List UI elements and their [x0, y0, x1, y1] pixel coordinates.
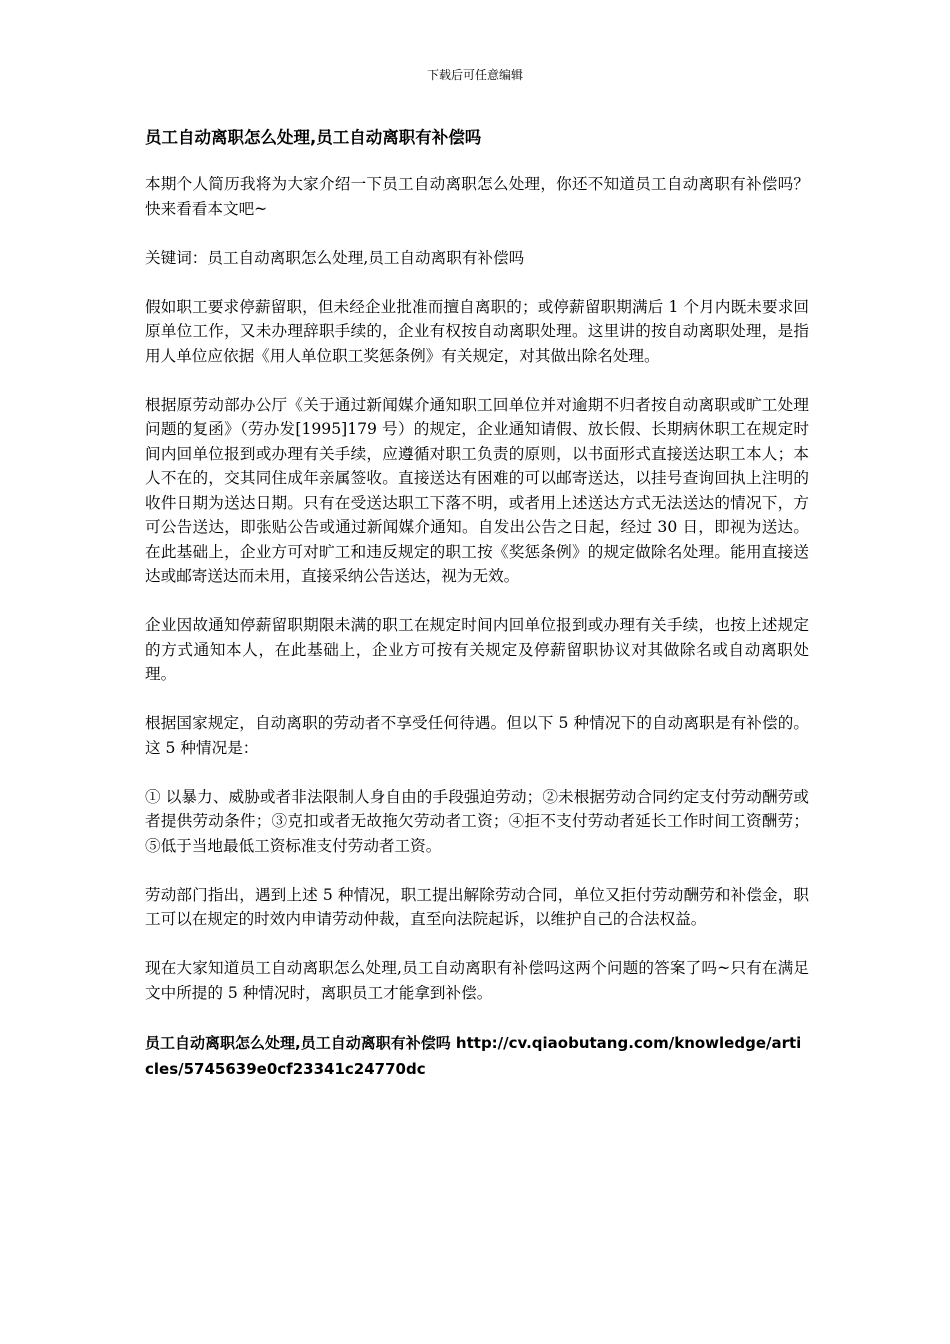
- body-paragraph: 根据原劳动部办公厅《关于通过新闻媒介通知职工回单位并对逾期不归者按自动离职或旷工处理问题的复函》（劳办发[1995]179 号）的规定，企业通知请假、放长假、长期病休职工在规定时间内回单位报到或办理有关手续，应遵循对职工负责的原则，以书面形式直接送达职工本人；本人不在的，交其同住成年亲属签收。直接送达有困难的可以邮寄送达，以挂号查询回执上注明的收件日期为送达日期。只有在受送达职工下落不明，或者用上述送达方式无法送达的情况下，方可公告送达，即张贴公告或通过新闻媒介通知。自发出公告之日起，经过 30 日，即视为送达。在此基础上，企业方可对旷工和违反规定的职工按《奖惩条例》的规定做除名处理。能用直接送达或邮寄送达而未用，直接采纳公告送达，视为无效。: [145, 395, 809, 585]
- page-header-note: 下载后可任意编辑: [426, 68, 523, 82]
- keywords-paragraph: 关键词：员工自动离职怎么处理,员工自动离职有补偿吗: [145, 248, 525, 267]
- article-body: [145, 124, 809, 1082]
- body-paragraph: 劳动部门指出，遇到上述 5 种情况，职工提出解除劳动合同，单位又拒付劳动酬劳和补偿金，职工可以在规定的时效内申请劳动仲裁，直至向法院起诉，以维护自己的合法权益。: [145, 885, 809, 928]
- article-title: 员工自动离职怎么处理,员工自动离职有补偿吗: [145, 128, 482, 147]
- intro-paragraph: 本期个人简历我将为大家介绍一下员工自动离职怎么处理，你还不知道员工自动离职有补偿吗？快来看看本文吧~: [145, 175, 809, 218]
- body-paragraph: 根据国家规定，自动离职的劳动者不享受任何待遇。但以下 5 种情况下的自动离职是有补偿的。这 5 种情况是：: [145, 714, 809, 757]
- compensation-list-paragraph: ① 以暴力、威胁或者非法限制人身自由的手段强迫劳动；②未根据劳动合同约定支付劳动酬劳或者提供劳动条件；③克扣或者无故拖欠劳动者工资；④拒不支付劳动者延长工作时间工资酬劳；⑤低于当地最低工资标准支付劳动者工资。: [145, 787, 809, 855]
- source-link[interactable]: 员工自动离职怎么处理,员工自动离职有补偿吗 http://cv.qiaobutang.com/knowledge/articles/5745639e0cf23341c24770dc: [145, 1033, 802, 1078]
- body-paragraph: 假如职工要求停薪留职，但未经企业批准而擅自离职的；或停薪留职期满后 1 个月内既未要求回原单位工作，又未办理辞职手续的，企业有权按自动离职处理。这里讲的按自动离职处理，是指用人单位应依据《用人单位职工奖惩条例》有关规定，对其做出除名处理。: [145, 297, 809, 365]
- conclusion-paragraph: 现在大家知道员工自动离职怎么处理,员工自动离职有补偿吗这两个问题的答案了吗~只有在满足文中所提的 5 种情况时，离职员工才能拿到补偿。: [145, 959, 809, 1002]
- body-paragraph: 企业因故通知停薪留职期限未满的职工在规定时间内回单位报到或办理有关手续，也按上述规定的方式通知本人，在此基础上，企业方可按有关规定及停薪留职协议对其做除名或自动离职处理。: [145, 616, 809, 683]
